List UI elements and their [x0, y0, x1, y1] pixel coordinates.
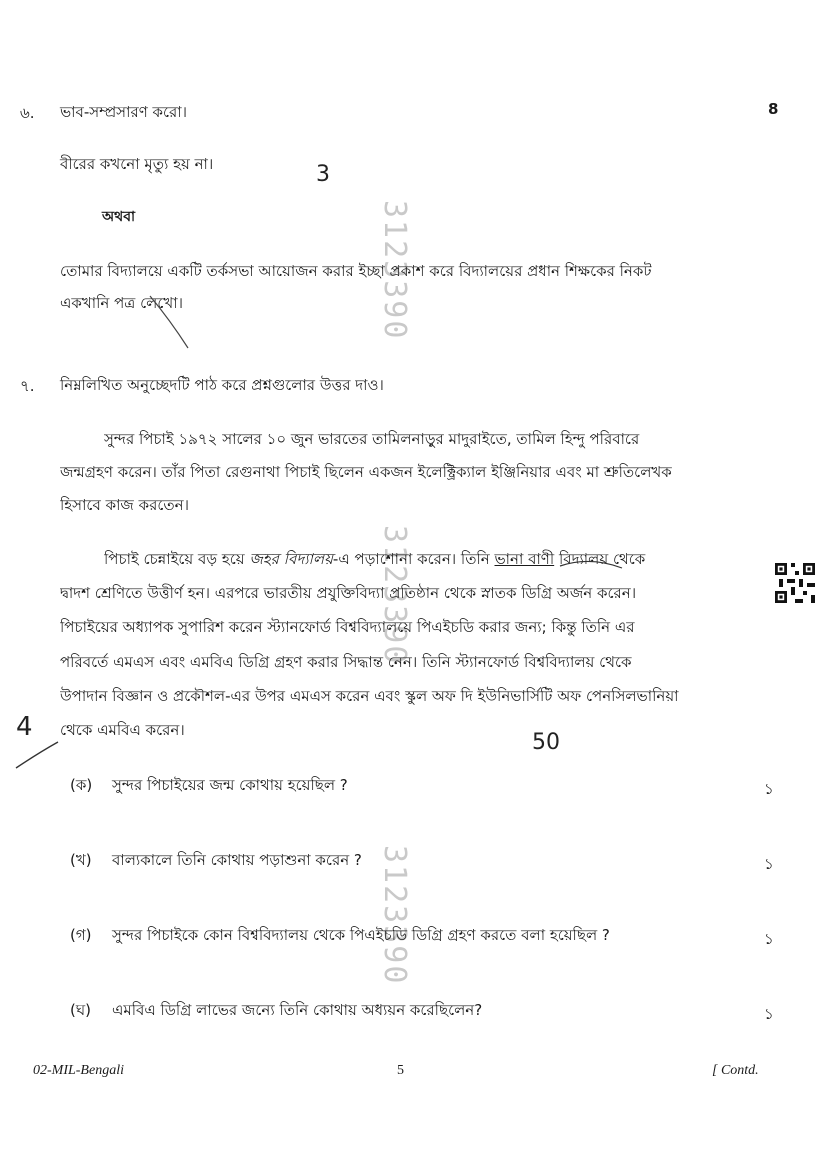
passage-line: সুন্দর পিচাই ১৯৭২ সালের ১০ জুন ভারতের তামিলনাড়ুর মাদুরাইতে, তামিল হিন্দু পরিবারে	[104, 430, 640, 448]
handwritten-mark: 3	[316, 162, 330, 187]
handwritten-mark: 4	[16, 712, 33, 742]
subquestion-mark: ১	[764, 780, 774, 798]
question-instruction: নিম্নলিখিত অনুচ্ছেদটি পাঠ করে প্রশ্নগুলোর উত্তর দাও।	[60, 376, 384, 394]
watermark-serial: 3123390	[377, 200, 412, 341]
passage-text: বিদ্যালয় থেকে	[554, 550, 646, 568]
question-marks: 8	[768, 100, 779, 118]
subquestion-label: (গ)	[70, 926, 92, 944]
watermark-serial: 3123390	[377, 525, 412, 666]
subquestion-mark: ১	[764, 855, 774, 873]
continued-label: [ Contd.	[712, 1063, 759, 1078]
passage-line: পরিবর্তে এমএস এবং এমবিএ ডিগ্রি গ্রহণ করার সিদ্ধান্ত নেন। তিনি স্ট্যানফোর্ড বিশ্ববিদ্যালয় থেকে	[60, 653, 632, 671]
handwritten-note: 50	[532, 730, 560, 755]
alt-question-line: একখানি পত্র লেখো।	[60, 294, 183, 312]
subquestion-label: (খ)	[70, 851, 92, 869]
passage-line: থেকে এমবিএ করেন।	[60, 721, 185, 739]
passage-line: উপাদান বিজ্ঞান ও প্রকৌশল-এর উপর এমএস করেন এবং স্কুল অফ দি ইউনিভার্সিটি অফ পেনসিলভানিয়া	[60, 687, 679, 705]
page-number: 5	[397, 1063, 404, 1078]
or-label: অথবা	[102, 209, 136, 225]
alt-question-line: তোমার বিদ্যালয়ে একটি তর্কসভা আয়োজন করার ইচ্ছা প্রকাশ করে বিদ্যালয়ের প্রধান শিক্ষকের নিকট	[60, 262, 652, 280]
subquestion-text: এমবিএ ডিগ্রি লাভের জন্যে তিনি কোথায় অধ্যয়ন করেছিলেন?	[112, 1001, 483, 1019]
paper-code: 02-MIL-Bengali	[33, 1063, 124, 1078]
underlined-school-name: ভানা বাণী	[494, 550, 555, 568]
subquestion-mark: ১	[764, 1005, 774, 1023]
subquestion-text: সুন্দর পিচাইকে কোন বিশ্ববিদ্যালয় থেকে পিএইচডি ডিগ্রি গ্রহণ করতে বলা হয়েছিল ?	[112, 926, 610, 944]
subquestion-label: (ক)	[70, 776, 93, 794]
passage-text: -এ পড়াশোনা করেন। তিনি	[332, 550, 495, 568]
question-number: ৬.	[20, 104, 35, 122]
passage-line: পিচাইয়ের অধ্যাপক সুপারিশ করেন স্ট্যানফোর্ড বিশ্ববিদ্যালয়ে পিএইচডি করার জন্য; কিন্তু তিনি এর	[60, 618, 635, 636]
passage-text: পিচাই চেন্নাইয়ে বড় হয়ে	[104, 550, 250, 568]
subquestion-text: বাল্যকালে তিনি কোথায় পড়াশুনা করেন ?	[112, 851, 362, 869]
passage-line	[104, 548, 760, 573]
passage-line: হিসাবে কাজ করতেন।	[60, 496, 189, 514]
qr-code	[775, 563, 815, 603]
question-number: ৭.	[20, 377, 35, 395]
subquestion-text: সুন্দর পিচাইয়ের জন্ম কোথায় হয়েছিল ?	[112, 776, 348, 794]
subquestion-label: (ঘ)	[70, 1001, 91, 1019]
question-statement: বীরের কখনো মৃত্যু হয় না।	[60, 155, 214, 173]
school-name: জহর বিদ্যালয়	[249, 550, 333, 568]
subquestion-mark: ১	[764, 930, 774, 948]
watermark-serial: 3123390	[377, 845, 412, 986]
passage-line: দ্বাদশ শ্রেণিতে উত্তীর্ণ হন। এরপরে ভারতীয় প্রযুক্তিবিদ্যা প্রতিষ্ঠান থেকে স্নাতক ডিগ্রি অর্জন করেন।	[60, 584, 637, 602]
question-instruction: ভাব-সম্প্রসারণ করো।	[60, 103, 188, 121]
passage-line: জন্মগ্রহণ করেন। তাঁর পিতা রেগুনাথা পিচাই ছিলেন একজন ইলেক্ট্রিক্যাল ইঞ্জিনিয়ার এবং মা শ্রুতিলেখক	[60, 463, 672, 481]
